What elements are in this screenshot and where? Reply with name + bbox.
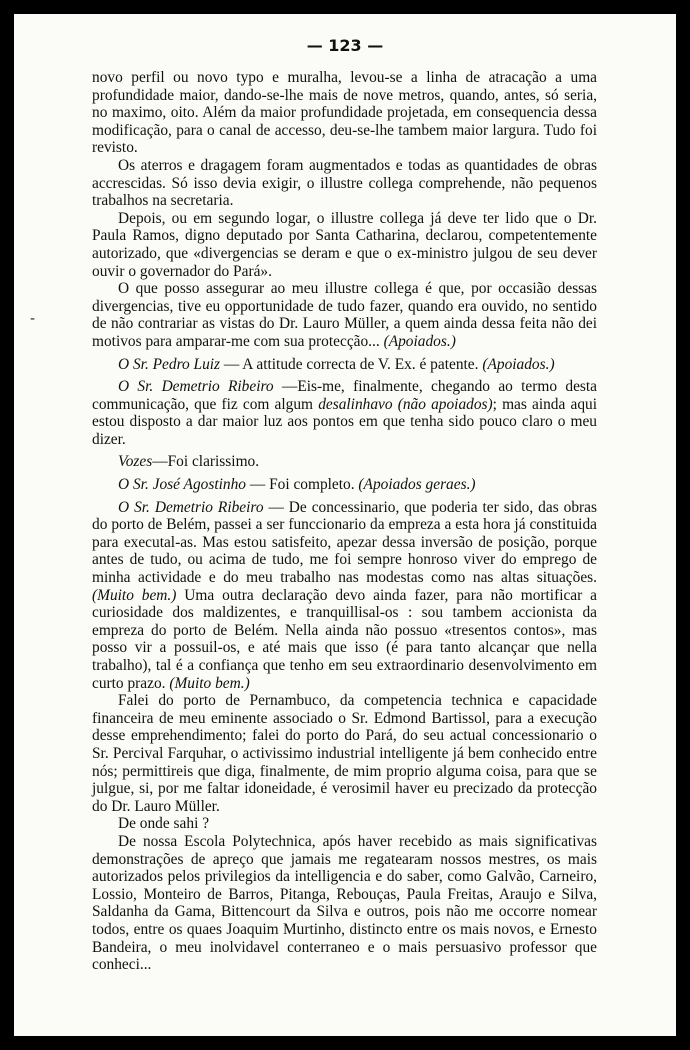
paragraph-3: Depois, ou em segundo logar, o illustre collega já deve ter lido que o Dr. Paula Ramos, digno deputado por Santa Catharina, declarou, competentemente autorizado, que «divergencias se deram e que o ex-ministro julgou de seu dever ouvir o governador do Pará». — [92, 209, 597, 280]
body-text — [92, 69, 597, 974]
speaker-name: O Sr. José Agostinho — [118, 476, 246, 494]
speaker-name: O Sr. Demetrio Ribeiro — [118, 378, 274, 396]
paragraph-10: Falei do porto de Pernambuco, da competencia technica e capacidade financeira de meu eminente associado o Sr. Edmond Bartissol, para a execução desse emprehendimento; falei do porto do Pará, do seu actual concessionario o Sr. Percival Farquhar, o activissimo industrial intelligente já bem conhecido entre nós; permittireis que diga, finalmente, de mim proprio alguma coisa, para que se julgue, si, por me faltar idoneidade, é verosimil haver eu precizado da protecção do Dr. Lauro Müller. — [92, 692, 597, 815]
speech-text: ; mas ainda aqui estou disposto a dar maior luz aos pontos em que tenha sido pouco claro o meu dizer. — [92, 395, 597, 448]
speech-text: —Eis-me, finalmente, chegando ao termo desta communicação, que fiz com algum — [92, 378, 597, 413]
aside-muito-bem: (Muito bem.) — [169, 674, 250, 692]
speech-text: — Foi completo. — [245, 476, 359, 494]
margin-mark: - — [30, 311, 36, 327]
speaker-name: O Sr. Pedro Luiz — [118, 355, 221, 373]
paragraph-4 — [92, 280, 597, 350]
page-number: — 123 — — [306, 36, 384, 55]
speech-vozes — [92, 453, 597, 471]
aside-desalinhavo: desalinhavo (não apoiados) — [318, 395, 493, 413]
speech-text: Uma outra declaração devo ainda fazer, para não mortificar a curiosidade dos maldizentes, e tranquillisal-os : sou tambem accionista da empreza do porto de Belém. Nella ainda não possuo «tresentos contos», mas posso vir a possuil-os, e até mais que isso (é para tanto alcançar que nella trabalho), tal é a confiança que tenho em seu extraordinario desenvolvimento em curto prazo. — [92, 586, 597, 692]
aside-apoiados-geraes: (Apoiados geraes.) — [358, 476, 476, 494]
paragraph-4-text: O que posso assegurar ao meu illustre collega é que, por occasião dessas divergencias, tive eu opportunidade de tudo fazer, quando era ouvido, no sentido de não contrariar as vistas do Dr. Lauro Müller, a quem ainda dessa feita não dei motivos para amparar-me com sua protecção... — [92, 280, 597, 350]
paragraph-12: De nossa Escola Polytechnica, após haver recebido as mais significativas demonstrações de apreço que jamais me regatearam nossos mestres, os mais autorizados pelos privilegios da intelligencia e do saber, como Galvão, Carneiro, Lossio, Monteiro de Barros, Pitanga, Rebouças, Paula Freitas, Araujo e Silva, Saldanha da Gama, Bittencourt da Silva e outros, pois não me occorre nomear todos, entre os quaes Joaquim Murtinho, distincto entre os mais novos, e Ernesto Bandeira, o meu inolvidavel conterraneo e o mais persuasivo professor que conheci... — [92, 832, 597, 974]
speaker-name: Vozes — [118, 453, 153, 471]
book-page — [14, 14, 676, 1036]
paragraph-2: Os aterros e dragagem foram augmentados e todas as quantidades de obras accrescidas. Só isso devia exigir, o illustre collega comprehende, não pequenos trabalhos na secretaria. — [92, 156, 597, 210]
paragraph-11: De onde sahi ? — [118, 815, 210, 833]
aside-apoiados: (Apoiados.) — [383, 332, 456, 350]
speech-pedro-luiz — [92, 356, 597, 374]
speech-text: —Foi clarissimo. — [152, 453, 260, 471]
paragraph-1: novo perfil ou novo typo e muralha, levou-se a linha de atracação a uma profundidade maior, dando-se-lhe mais de nove metros, quando, antes, só seria, no maximo, oito. Além da maior profundidade projetada, em consequencia dessa modificação, para o canal de accesso, deu-se-lhe tambem maior largura. Tudo foi revisto. — [92, 69, 597, 157]
speaker-name: O Sr. Demetrio Ribeiro — [118, 498, 264, 516]
aside-muito-bem: (Muito bem.) — [92, 586, 177, 604]
speech-demetrio-ribeiro-1 — [92, 378, 597, 448]
aside-apoiados: (Apoiados.) — [482, 355, 555, 373]
speech-text: — A attitude correcta de V. Ex. é patente. — [220, 355, 479, 373]
speech-text: — De concessinario, que poderia ter sido, das obras do porto de Belém, passei a ser funccionario da empreza a esta hora já constituida para executal-as. Mas estou satisfeito, apezar dessa inversão de posição, porque antes de tudo, ou acima de tudo, me foi sempre honroso viver do emprego de minha actividade e do meu trabalho nas modestas como nas altas situações. — [92, 498, 597, 587]
speech-demetrio-ribeiro-2 — [92, 499, 597, 693]
speech-jose-agostinho — [92, 476, 597, 494]
